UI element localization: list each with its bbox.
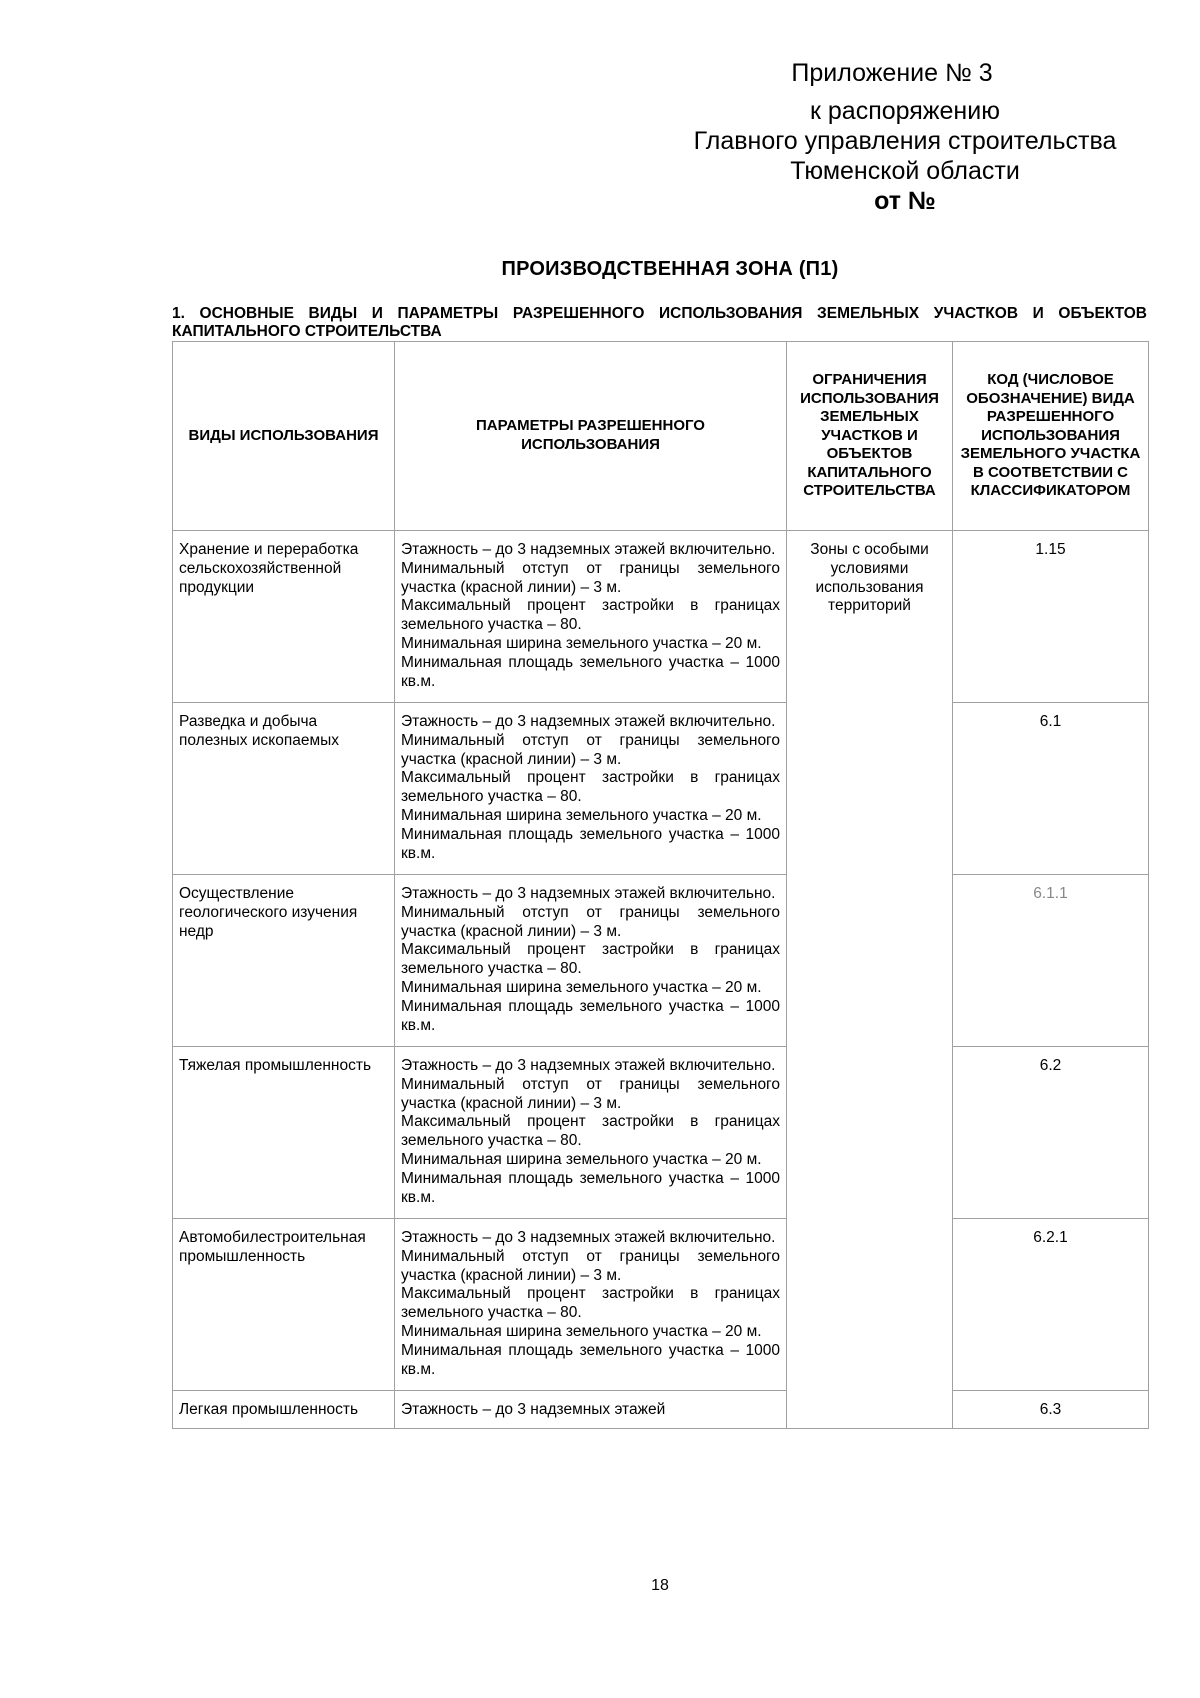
param-floors: Этажность – до 3 надземных этажей включительно. bbox=[401, 541, 776, 558]
order-number: от № bbox=[874, 187, 936, 215]
use-cell bbox=[173, 531, 395, 703]
restrictions-cell bbox=[787, 531, 953, 1429]
param-coverage: Максимальный процент застройки в границах земельного участка – 80. bbox=[401, 941, 780, 978]
code-cell bbox=[953, 1391, 1149, 1429]
param-min-width: Минимальная ширина земельного участка – 20 м. bbox=[401, 1322, 762, 1340]
authority-line-2: Тюменской области bbox=[790, 157, 1020, 185]
header-params-text: ПАРАМЕТРЫ РАЗРЕШЕННОГО ИСПОЛЬЗОВАНИЯ bbox=[476, 417, 705, 453]
param-min-area: Минимальная площадь земельного участка – 1000 кв.м. bbox=[401, 1169, 780, 1206]
param-coverage: Максимальный процент застройки в границах земельного участка – 80. bbox=[401, 1113, 780, 1150]
param-min-width: Минимальная ширина земельного участка – 20 м. bbox=[401, 978, 762, 996]
section-heading: 1. ОСНОВНЫЕ ВИДЫ И ПАРАМЕТРЫ РАЗРЕШЕННОГО ИСПОЛЬЗОВАНИЯ ЗЕМЕЛЬНЫХ УЧАСТКОВ И ОБЪЕКТОВ КАПИТАЛЬНОГО СТРОИТЕЛЬСТВА bbox=[172, 305, 1147, 340]
param-floors: Этажность – до 3 надземных этажей включительно. bbox=[401, 885, 776, 902]
param-coverage: Максимальный процент застройки в границах земельного участка – 80. bbox=[401, 769, 780, 806]
table-row bbox=[173, 1047, 1149, 1219]
param-setback: Минимальный отступ от границы земельного участка (красной линии) – 3 м. bbox=[401, 1247, 780, 1284]
table-row bbox=[173, 1219, 1149, 1391]
param-coverage: Максимальный процент застройки в границах земельного участка – 80. bbox=[401, 1285, 780, 1322]
param-floors-partial: Этажность – до 3 надземных этажей bbox=[401, 1401, 666, 1418]
param-setback: Минимальный отступ от границы земельного участка (красной линии) – 3 м. bbox=[401, 903, 780, 940]
use-code: 6.2.1 bbox=[1033, 1229, 1068, 1246]
header-restrictions bbox=[787, 342, 953, 531]
param-min-area: Минимальная площадь земельного участка – 1000 кв.м. bbox=[401, 997, 780, 1034]
params-cell bbox=[395, 875, 787, 1047]
code-cell bbox=[953, 531, 1149, 703]
code-cell bbox=[953, 1219, 1149, 1391]
use-cell bbox=[173, 1219, 395, 1391]
param-setback: Минимальный отступ от границы земельного участка (красной линии) – 3 м. bbox=[401, 1075, 780, 1112]
appendix-number: Приложение № 3 bbox=[791, 59, 993, 87]
param-min-width: Минимальная ширина земельного участка – 20 м. bbox=[401, 1150, 762, 1168]
restriction-text: Зоны с особыми условиями использования территорий bbox=[810, 541, 929, 615]
table-header-row bbox=[173, 342, 1149, 531]
header-uses: ВИДЫ ИСПОЛЬЗОВАНИЯ bbox=[173, 342, 395, 531]
use-code: 6.1 bbox=[1039, 713, 1062, 730]
code-cell bbox=[953, 703, 1149, 875]
permitted-uses-table bbox=[172, 341, 1149, 1429]
table-row bbox=[173, 703, 1149, 875]
use-code: 1.15 bbox=[1035, 541, 1066, 558]
use-code: 6.1.1 bbox=[1033, 885, 1068, 902]
use-cell bbox=[173, 1391, 395, 1429]
header-code bbox=[953, 342, 1149, 531]
use-code: 6.3 bbox=[1039, 1401, 1062, 1418]
param-floors: Этажность – до 3 надземных этажей включительно. bbox=[401, 1057, 776, 1074]
param-min-area: Минимальная площадь земельного участка – 1000 кв.м. bbox=[401, 825, 780, 862]
params-cell bbox=[395, 703, 787, 875]
param-setback: Минимальный отступ от границы земельного участка (красной линии) – 3 м. bbox=[401, 731, 780, 768]
header-restrictions-text: ОГРАНИЧЕНИЯ ИСПОЛЬЗОВАНИЯ ЗЕМЕЛЬНЫХ УЧАСТКОВ И ОБЪЕКТОВ КАПИТАЛЬНОГО СТРОИТЕЛЬСТВА bbox=[800, 370, 939, 500]
param-min-area: Минимальная площадь земельного участка – 1000 кв.м. bbox=[401, 1341, 780, 1378]
table-row bbox=[173, 875, 1149, 1047]
use-cell bbox=[173, 1047, 395, 1219]
zone-title: ПРОИЗВОДСТВЕННАЯ ЗОНА (П1) bbox=[501, 258, 839, 280]
param-floors: Этажность – до 3 надземных этажей включительно. bbox=[401, 713, 776, 730]
use-name: Автомобилестроительная промышленность bbox=[179, 1229, 366, 1265]
use-cell bbox=[173, 875, 395, 1047]
param-floors: Этажность – до 3 надземных этажей включительно. bbox=[401, 1229, 776, 1246]
use-name: Разведка и добыча полезных ископаемых bbox=[179, 713, 340, 749]
table-row bbox=[173, 1391, 1149, 1429]
to-order-line: к распоряжению bbox=[810, 97, 1000, 125]
table-row bbox=[173, 531, 1149, 703]
use-name: Легкая промышленность bbox=[179, 1401, 359, 1418]
code-cell bbox=[953, 1047, 1149, 1219]
params-cell bbox=[395, 1219, 787, 1391]
params-cell bbox=[395, 1391, 787, 1429]
param-min-width: Минимальная ширина земельного участка – 20 м. bbox=[401, 634, 762, 652]
use-cell bbox=[173, 703, 395, 875]
param-setback: Минимальный отступ от границы земельного участка (красной линии) – 3 м. bbox=[401, 559, 780, 596]
header-code-text: КОД (ЧИСЛОВОЕ ОБОЗНАЧЕНИЕ) ВИДА РАЗРЕШЕННОГО ИСПОЛЬЗОВАНИЯ ЗЕМЕЛЬНОГО УЧАСТКА В СООТВЕТСТВИИ С КЛАССИФИКАТОРОМ bbox=[960, 370, 1141, 500]
params-cell bbox=[395, 1047, 787, 1219]
param-coverage: Максимальный процент застройки в границах земельного участка – 80. bbox=[401, 597, 780, 634]
params-cell bbox=[395, 531, 787, 703]
use-code: 6.2 bbox=[1039, 1057, 1062, 1074]
appendix-header bbox=[640, 58, 1170, 216]
authority-line-1: Главного управления строительства bbox=[693, 127, 1117, 155]
page-number: 18 bbox=[651, 1577, 669, 1594]
use-name: Осуществление геологического изучения недр bbox=[179, 885, 358, 940]
code-cell bbox=[953, 875, 1149, 1047]
header-params bbox=[395, 342, 787, 531]
param-min-area: Минимальная площадь земельного участка – 1000 кв.м. bbox=[401, 653, 780, 690]
use-name: Тяжелая промышленность bbox=[179, 1057, 372, 1074]
use-name: Хранение и переработка сельскохозяйственной продукции bbox=[179, 541, 359, 596]
param-min-width: Минимальная ширина земельного участка – 20 м. bbox=[401, 806, 762, 824]
